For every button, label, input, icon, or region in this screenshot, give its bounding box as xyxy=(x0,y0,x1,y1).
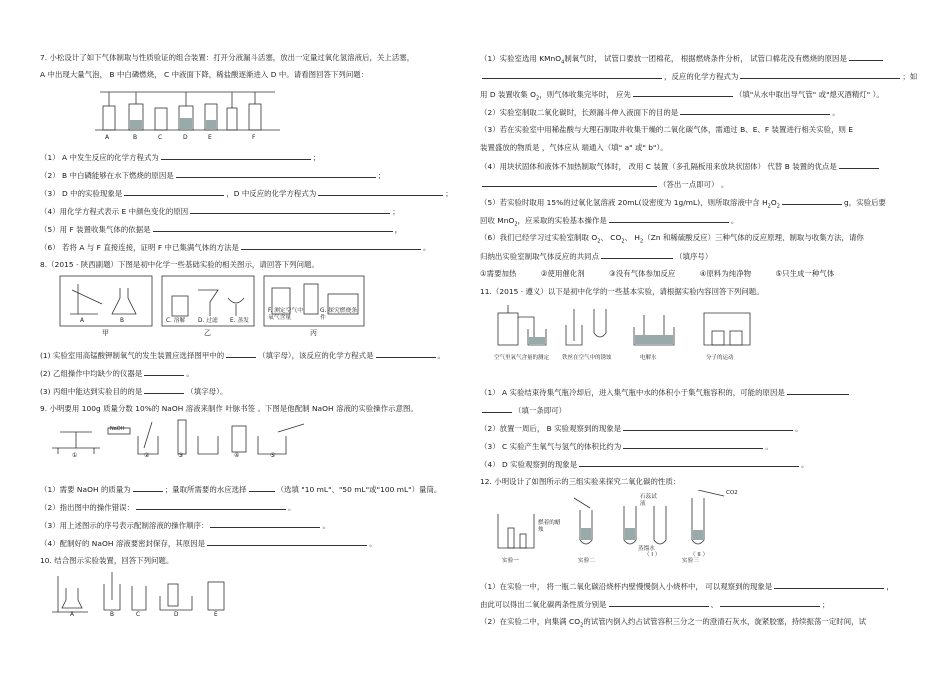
answer-blank[interactable] xyxy=(144,368,184,376)
q8-sub1: (1) 实验室用高锰酸钾制氧气的发生装置应选择图甲中的 （填字母），该反应的化学方程式是 。 xyxy=(40,351,445,360)
answer-blank[interactable] xyxy=(153,224,393,232)
q9-sub4-text: （4）配制好的 NaOH 溶液要密封保存，其原因是 xyxy=(40,539,206,548)
answer-blank[interactable] xyxy=(633,89,733,97)
q10-sub1-text-e: ，则气体收集完毕时， 应先 xyxy=(539,90,631,99)
q12-cap-candle: 燃着的蜡烛 xyxy=(538,520,561,533)
q9-sub1-text-c: （选填 "10 mL"、"50 mL"或"100 mL"）量筒。 xyxy=(276,485,442,494)
q12-cap-exp2: 实验二 xyxy=(578,558,595,564)
q11-sub2: （2）放置一周后， B 实验观察到的现象是 。 xyxy=(480,424,803,433)
left-column xyxy=(40,0,470,673)
answer-blank[interactable] xyxy=(623,423,793,431)
q9-cap-2: ② xyxy=(144,452,150,459)
answer-blank[interactable] xyxy=(482,179,657,187)
answer-blank[interactable] xyxy=(176,170,376,178)
q9-sub2: （2）指出图中的操作错误： 。 xyxy=(40,503,296,512)
q11-cap-c: 电解水 xyxy=(640,355,657,361)
q9-sub1-text-a: （1）需要 NaOH 的质量为 xyxy=(40,485,131,494)
q9-cap-3: ③ xyxy=(178,452,184,459)
answer-blank[interactable] xyxy=(774,581,884,589)
q7-stem-line1: 7. 小松设计了如下气体制取与性质验证的组合装置：打开分液漏斗活塞，放出一定量过氧化氢溶液后，关上活塞， xyxy=(40,53,415,62)
answer-blank[interactable] xyxy=(849,53,883,61)
q12-fig-captions xyxy=(494,490,744,566)
q8-cap-c: C. 溶解 xyxy=(166,318,186,324)
q10-sub6-options xyxy=(480,269,834,278)
answer-blank[interactable] xyxy=(720,599,820,607)
answer-blank[interactable] xyxy=(318,188,443,196)
q10-sub2: （2）实验室制取二氧化碳时，长颈漏斗伸入液面下的目的是 。 xyxy=(480,108,840,117)
q8-sub3 xyxy=(40,386,227,396)
q9-sub2-text: （2）指出图中的操作错误： xyxy=(40,503,135,512)
q10-sub1-line3: 用 D 装置收集 $O_2$，则气体收集完毕时， 应先 （填"从水中取出导气管" 或"熄灭酒精灯" ）。 xyxy=(480,90,884,102)
answer-blank[interactable] xyxy=(782,197,842,205)
q7-sub4: （4）用化学方程式表示 E 中颜色变化的原因 ； xyxy=(40,207,400,216)
q7-stem-line2: A 中出现大量气泡， B 中白磷燃烧， C 中液面下降，稀盐酸逐渐进入 D 中。请看图回答下列问题： xyxy=(40,70,369,79)
option-2: ②使用催化剂 xyxy=(540,269,585,278)
q7-fig-labels xyxy=(95,134,285,144)
q7-fig-label-b: B xyxy=(133,134,138,141)
q7-sub3-text-b: ，D 中反应的化学方程式为 xyxy=(226,189,317,198)
q11-sub1-line2 xyxy=(480,405,566,415)
q10-sub6-text-c: 、 H xyxy=(624,233,641,242)
answer-blank[interactable] xyxy=(609,599,709,607)
answer-blank[interactable] xyxy=(601,251,673,259)
answer-blank[interactable] xyxy=(210,520,320,528)
q10-sub1-text-d: 用 D 装置收集 O xyxy=(480,90,537,99)
q10-sub4-line2 xyxy=(480,179,728,189)
q10-sub6-text-f: （填序号） xyxy=(675,252,713,261)
q12-figure xyxy=(494,490,744,564)
q10-sub5-text-b: g，实验后要 xyxy=(844,198,886,207)
answer-blank[interactable] xyxy=(190,206,390,214)
answer-blank[interactable] xyxy=(161,152,311,160)
answer-blank[interactable] xyxy=(680,107,830,115)
q11-sub1 xyxy=(480,387,851,397)
q11-figure xyxy=(494,301,756,361)
q10-sub4-line1 xyxy=(480,161,881,171)
q11-cap-a: 空气里氧气含量的测定 xyxy=(494,355,550,361)
q7-sub3-text-a: （3） D 中的实验现象是 xyxy=(40,189,123,198)
q8-sub1-text-b: （填字母），该反应的化学方程式是 xyxy=(258,351,374,360)
q11-cap-d: 分子的运动 xyxy=(706,355,734,361)
q9-sub4: （4）配制好的 NaOH 溶液要密封保存，其原因是 。 xyxy=(40,539,377,548)
q10-sub6-text-a: （6）我们已经学习过实验室制取 O xyxy=(480,233,598,242)
q12-sub1-line2: 由此可以得出二氧化碳两条性质分别是 、 ； xyxy=(480,600,830,609)
q9-cap-5: ⑤ xyxy=(270,452,276,459)
q10-cap-a: A xyxy=(70,612,74,618)
q8-panel-bing: 丙 xyxy=(310,329,317,337)
q8-sub1-text-a: (1) 实验室用高锰酸钾制氧气的发生装置应选择图甲中的 xyxy=(40,351,225,360)
q8-panel-yi: 乙 xyxy=(204,329,211,337)
q10-sub6-line1: （6）我们已经学习过实验室制取 $O_2$、 $CO_2$、 $H_2(Zn$ 和稀硫酸反应）三种气体的反应原理、制取与收集方法，请你 xyxy=(480,233,864,245)
q12-cap-litmus: 石蕊试液 xyxy=(640,494,657,507)
q10-sub4-text: （4）用块状固体和液体不加热制取气体时， 改用 C 装置（多孔隔板用来放块状固体） 代替 B 装置的优点是 xyxy=(480,162,837,171)
q7-sub6: （6） 若将 A 与 F 直接连接，证明 F 中已集满气体的方法是 。 xyxy=(40,243,431,252)
q9-cap-1: ① xyxy=(72,452,78,459)
q12-cap-ii: （ II ） xyxy=(690,552,709,558)
q10-sub6-text-b: 、 CO xyxy=(600,233,622,242)
answer-blank[interactable] xyxy=(226,350,256,358)
option-5: ⑤只生成一种气体 xyxy=(775,269,835,278)
q9-fig-captions xyxy=(48,426,308,462)
q10-sub5-line2: 回收 MnO$_2$，应采取的实验基本操作是 。 xyxy=(480,216,739,228)
answer-blank[interactable] xyxy=(579,459,799,467)
answer-blank[interactable] xyxy=(787,387,849,395)
q9-sub3: （3）用上述图示的序号表示配制溶液的操作顺序： 。 xyxy=(40,521,330,530)
q11-cap-b: 铁丝在空气中的锈蚀 xyxy=(562,355,612,361)
answer-blank[interactable] xyxy=(133,484,163,492)
q8-cap-g: G. 探究燃烧条件 xyxy=(320,308,358,321)
q10-sub2-text: （2）实验室制取二氧化碳时，长颈漏斗伸入液面下的目的是 xyxy=(480,108,679,117)
q11-sub2-text: （2）放置一周后， B 实验观察到的现象是 xyxy=(480,424,622,433)
q11-sub3-text: （3） C 实验产生氧气与氢气的体积比约为 xyxy=(480,442,622,451)
q12-sub2-text: （2）在实验二中，向集满 CO xyxy=(480,617,581,626)
q7-sub3: （3） D 中的实验现象是 ，D 中反应的化学方程式为 ； xyxy=(40,189,453,198)
q9-cap-4: ④ xyxy=(234,452,240,459)
q11-sub4: （4） D 实验观察到的现象是 。 xyxy=(480,460,809,469)
q10-sub1-text-b: 制氧气时， 试管口要放一团棉花， 根据燃烧条件分析， 试管口棉花没有燃烧的原因是 xyxy=(564,54,847,63)
q12-sub1-text: （1）在实验一中， 将一瓶二氧化碳沿烧杯内壁慢慢倒入小烧杯中， 可以观察到的现象是 xyxy=(480,582,773,591)
q8-cap-e: E. 蒸发 xyxy=(230,318,249,324)
q12-cap-co2: CO2 xyxy=(726,490,738,496)
q10-cap-b: B xyxy=(110,612,114,618)
q8-cap-d: D. 过滤 xyxy=(198,318,218,324)
q8-cap-b: B xyxy=(120,318,124,324)
answer-blank[interactable] xyxy=(144,386,184,394)
q10-stem: 10. 结合图示实验装置，回答下列问题。 xyxy=(40,556,174,565)
q8-stem: 8.（2015 · 陕西副题）下图是初中化学一些基础实验的相关图示，请回答下列问题。 xyxy=(40,260,319,269)
q9-sub1-text-b: ；量取所需要的水应选择 xyxy=(164,485,247,494)
q10-sub6-text-e: 归纳出实验室制取气体反应的共同点 xyxy=(480,252,600,261)
q10-sub5-text-a: （5）若实验时取用 15%的过氧化氢溶液 20mL(设密度为 1g/mL)，则所取溶液中含 H xyxy=(480,198,768,207)
q10-sub5-text-d: ，应采取的实验基本操作是 xyxy=(517,216,607,225)
q10-sub4-text-b: （答出一点即可） 。 xyxy=(659,180,729,189)
q8-fig-captions xyxy=(58,308,368,340)
q11-sub1-text-b: （填一条即可） xyxy=(514,406,567,415)
option-1: ①需要加热 xyxy=(480,269,517,278)
q7-fig-label-f: F xyxy=(252,134,256,141)
q7-sub4-text: （4）用化学方程式表示 E 中颜色变化的原因 xyxy=(40,207,189,216)
q8-sub3-text-b: （填字母）。 xyxy=(186,387,228,396)
q10-sub1-line2: ，反应的化学方程式为 ；如 xyxy=(480,71,917,81)
answer-blank[interactable] xyxy=(482,405,512,413)
q10-sub5-text-c: 回收 MnO xyxy=(480,216,515,225)
q10-sub1-line1: （1）实验室选用 KMnO$_4$制氧气时， 试管口要放一团棉花， 根据燃烧条件分析， 试管口棉花没有燃烧的原因是 xyxy=(480,53,885,67)
q12-cap-i: （ I ） xyxy=(644,552,661,558)
answer-blank[interactable] xyxy=(609,215,729,223)
q7-fig-label-a: A xyxy=(105,134,110,141)
q7-sub1: （1） A 中发生反应的化学方程式为 ； xyxy=(40,153,321,162)
option-3: ③没有气体参加反应 xyxy=(609,269,676,278)
q7-sub5: （5）用 F 装置收集气体的依据是 ， xyxy=(40,225,403,234)
q12-sub2-text-b: 的试管内倒入约占试管容积三分之一的澄清石灰水，旋紧胶塞，持续振荡一定时间，试 xyxy=(583,617,867,626)
answer-blank[interactable] xyxy=(241,242,421,250)
q12-sub1: （1）在实验一中， 将一瓶二氧化碳沿烧杯内壁慢慢倒入小烧杯中， 可以观察到的现象是 ， xyxy=(480,582,894,591)
q12-cap-exp3: 实验三 xyxy=(682,558,699,564)
q8-sub2-text: (2) 乙组操作中均缺少的仪器是 xyxy=(40,369,143,378)
q8-sub2: (2) 乙组操作中均缺少的仪器是 。 xyxy=(40,369,194,378)
q11-stem: 11.（2015 · 遵义）以下是初中化学的一些基本实验，请根据实验内容回答下列问题。 xyxy=(480,287,764,296)
q8-cap-f: F. 测定空气中氧气含量 xyxy=(268,308,304,321)
q8-cap-a: A xyxy=(80,318,84,324)
q9-stem: 9. 小明要用 100g 质量分数 10%的 NaOH 溶液来制作 叶脉书签 。下图是他配制 NaOH 溶液的实验操作示意图。 xyxy=(40,404,418,413)
q10-sub1-text-a: （1）实验室选用 KMnO xyxy=(480,54,562,63)
q10-cap-d: D xyxy=(174,612,179,618)
answer-blank[interactable] xyxy=(124,188,224,196)
q11-sub1-text: （1） A 实验结束待集气瓶冷却后，进入集气瓶中水的体积小于集气瓶容积的，可能的原因是 xyxy=(480,388,785,397)
q9-naoh-label: NaOH xyxy=(110,426,125,432)
q7-sub2: （2） B 中白磷能够在水下燃烧的原因是 ； xyxy=(40,171,386,180)
answer-blank[interactable] xyxy=(207,538,367,546)
option-4: ④原料为纯净物 xyxy=(699,269,752,278)
q7-fig-label-d: D xyxy=(183,134,188,141)
q7-apparatus-figure xyxy=(95,84,285,146)
q7-sub1-text: （1） A 中发生反应的化学方程式为 xyxy=(40,153,159,162)
answer-blank[interactable] xyxy=(482,71,662,79)
answer-blank[interactable] xyxy=(249,484,275,492)
q10-cap-c: C xyxy=(136,612,141,618)
q10-sub3-line2: 装置盛放的物质是 ，气体应从 端通入（填" a" 或" b"）。 xyxy=(480,143,668,152)
answer-blank[interactable] xyxy=(623,441,763,449)
q12-sub1-text-b: 由此可以得出二氧化碳两条性质分别是 xyxy=(480,600,607,609)
q11-sub4-text: （4） D 实验观察到的现象是 xyxy=(480,460,578,469)
q7-sub6-text: （6） 若将 A 与 F 直接连接，证明 F 中已集满气体的方法是 xyxy=(40,243,239,252)
q10-sub6-text-d: （Zn 和稀硫酸反应）三种气体的反应原理、制取与收集方法，请你 xyxy=(643,233,864,242)
answer-blank[interactable] xyxy=(376,350,436,358)
q12-stem: 12. 小明设计了如图所示的三组实验来探究二氧化碳的性质： xyxy=(480,477,681,486)
q10-figure xyxy=(48,570,248,622)
q12-sub2: （2）在实验二中，向集满 $CO_2$的试管内倒入约占试管容积三分之一的澄清石灰水，旋紧胶塞，持续振荡一定时间，试 xyxy=(480,617,867,629)
q10-sub5-line1: （5）若实验时取用 15%的过氧化氢溶液 20mL(设密度为 1g/mL)，则所取溶液中含 $H_2O_2$ g，实验后要 xyxy=(480,198,886,210)
q10-sub3-line1: （3）若在实验室中用稀盐酸与大理石制取并收集干燥的二氧化碳气体，需通过 B、E、F 装置进行相关实验，则 E xyxy=(480,125,854,134)
q7-fig-label-c: C xyxy=(158,134,163,141)
q8-figure xyxy=(58,274,368,340)
q8-sub3-text-a: (3) 丙组中能达到实验目的的是 xyxy=(40,387,143,396)
q10-fig-captions xyxy=(48,612,248,622)
answer-blank[interactable] xyxy=(136,502,286,510)
answer-blank[interactable] xyxy=(740,71,900,79)
q7-sub5-text: （5）用 F 装置收集气体的依据是 xyxy=(40,225,151,234)
q11-sub3: （3） C 实验产生氧气与氢气的体积比约为 。 xyxy=(480,442,773,451)
q9-sub3-text: （3）用上述图示的序号表示配制溶液的操作顺序： xyxy=(40,521,209,530)
q9-figure xyxy=(48,418,308,462)
answer-blank[interactable] xyxy=(839,161,879,169)
q12-cap-water: 蒸馏水 xyxy=(638,546,655,552)
q11-fig-captions xyxy=(494,353,756,363)
q7-sub2-text: （2） B 中白磷能够在水下燃烧的原因是 xyxy=(40,171,174,180)
q8-panel-jia: 甲 xyxy=(102,329,109,337)
q9-sub1 xyxy=(40,484,441,494)
q12-cap-exp1: 实验一 xyxy=(502,558,519,564)
q7-fig-label-e: E xyxy=(208,134,212,141)
right-column xyxy=(480,0,918,673)
q10-sub1-text-f: （填"从水中取出导气管" 或"熄灭酒精灯" ）。 xyxy=(734,90,884,99)
q10-sub1-text-c: ，反应的化学方程式为 xyxy=(664,72,739,81)
q10-sub6-line2 xyxy=(480,251,712,261)
q10-cap-e: E xyxy=(214,612,218,618)
